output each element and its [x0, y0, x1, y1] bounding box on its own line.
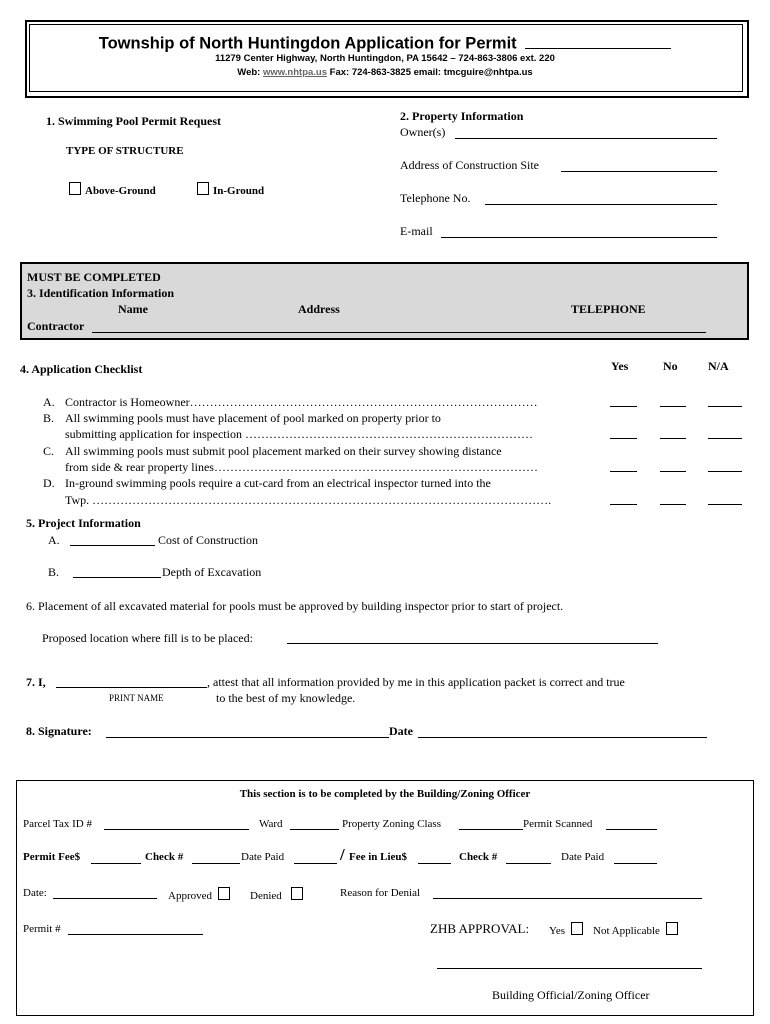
officer-date-field[interactable] — [53, 898, 157, 899]
header-address: 11279 Center Highway, North Huntingdon, PA 15642 – 724-863-3806 ext. 220 — [215, 53, 555, 64]
denied-checkbox[interactable] — [291, 887, 303, 900]
project-b-letter: B. — [48, 565, 60, 579]
fee-in-lieu-field[interactable] — [418, 863, 451, 864]
item-d-text-1: In-ground swimming pools require a cut-card from an electrical inspector turned into the — [65, 476, 491, 490]
in-ground-label: In-Ground — [213, 185, 265, 197]
zhb-yes-option[interactable] — [549, 922, 587, 937]
approved-option[interactable] — [168, 887, 234, 902]
item-d-letter: D. — [43, 476, 55, 490]
item-b-letter: B. — [43, 411, 55, 425]
section5-title: 5. Project Information — [26, 516, 141, 530]
print-name-caption: PRINT NAME — [109, 693, 164, 703]
official-signature-caption: Building Official/Zoning Officer — [492, 988, 650, 1002]
permit-fee-label: Permit Fee$ — [23, 851, 81, 863]
reason-for-denial-label: Reason for Denial — [340, 887, 421, 899]
item-c-na[interactable] — [708, 471, 742, 472]
fill-location-field[interactable] — [287, 643, 658, 644]
col-name-header: Name — [118, 302, 148, 316]
item-b-no[interactable] — [660, 438, 686, 439]
cost-of-construction-field[interactable] — [70, 545, 155, 546]
permit-type-field[interactable] — [525, 31, 671, 49]
reason-for-denial-field[interactable] — [433, 898, 702, 899]
item-c-text-1: All swimming pools must submit pool placement marked on their survey showing distance — [65, 444, 502, 458]
item-d-text-2: Twp. ……………………………………………………………………………………………………. — [65, 493, 552, 507]
item-a-text: Contractor is Homeowner…………………………………………………………………………… — [65, 395, 538, 409]
contractor-label: Contractor — [27, 319, 85, 333]
email-label: E-mail — [400, 224, 433, 238]
item-d-na[interactable] — [708, 504, 742, 505]
item-b-text-2: submitting application for inspection ……………………………………………………………… — [65, 427, 533, 441]
approved-checkbox[interactable] — [218, 887, 230, 900]
section6-text: 6. Placement of all excavated material for pools must be approved by building inspector prior to start of project. — [26, 599, 564, 613]
official-signature-field[interactable] — [437, 968, 702, 969]
form-title-text: Township of North Huntingdon Application for Permit — [98, 34, 517, 53]
col-telephone-header: TELEPHONE — [571, 302, 646, 316]
item-c-letter: C. — [43, 444, 55, 458]
fill-location-label: Proposed location where fill is to be placed: — [42, 631, 253, 645]
in-ground-checkbox[interactable] — [197, 182, 209, 195]
zhb-yes-label: Yes — [549, 925, 566, 937]
zhb-na-checkbox[interactable] — [666, 922, 678, 935]
permit-scanned-field[interactable] — [606, 829, 657, 830]
form-title — [29, 31, 741, 54]
col-yes: Yes — [611, 359, 629, 373]
construction-address-label: Address of Construction Site — [400, 158, 539, 172]
ward-field[interactable] — [290, 829, 339, 830]
attest-text-1: , attest that all information provided by me in this application packet is correct and true — [207, 675, 625, 689]
item-c-no[interactable] — [660, 471, 686, 472]
type-of-structure-label: TYPE OF STRUCTURE — [66, 145, 184, 157]
section4-title: 4. Application Checklist — [20, 362, 143, 376]
must-complete-label: MUST BE COMPLETED — [27, 270, 161, 284]
header-contact — [29, 67, 741, 78]
col-no: No — [663, 359, 678, 373]
signature-date-field[interactable] — [418, 737, 707, 738]
date-paid-2-field[interactable] — [614, 863, 657, 864]
zhb-approval-label: ZHB APPROVAL: — [430, 921, 530, 936]
owner-label: Owner(s) — [400, 125, 446, 139]
web-link[interactable]: www.nhtpa.us — [262, 67, 328, 78]
zhb-na-label: Not Applicable — [593, 925, 660, 937]
email-field[interactable] — [441, 237, 717, 238]
item-a-yes[interactable] — [610, 406, 637, 407]
item-c-yes[interactable] — [610, 471, 637, 472]
check-1-label: Check # — [145, 851, 184, 863]
item-a-letter: A. — [43, 395, 55, 409]
date-paid-1-label: Date Paid — [241, 851, 285, 863]
item-d-yes[interactable] — [610, 504, 637, 505]
item-b-yes[interactable] — [610, 438, 637, 439]
signature-label: 8. Signature: — [26, 724, 92, 738]
fax-email: Fax: 724-863-3825 email: tmcguire@nhtpa.us — [329, 67, 533, 78]
item-b-na[interactable] — [708, 438, 742, 439]
permit-scanned-label: Permit Scanned — [523, 818, 593, 830]
parcel-field[interactable] — [104, 829, 249, 830]
item-c-text-2: from side & rear property lines……………………………………………………………………… — [65, 460, 538, 474]
permit-number-label: Permit # — [23, 923, 61, 935]
approved-label: Approved — [168, 890, 212, 902]
project-a-letter: A. — [48, 533, 60, 547]
officer-date-label: Date: — [23, 887, 47, 899]
zoning-class-label: Property Zoning Class — [342, 818, 441, 830]
signature-field[interactable] — [106, 737, 389, 738]
section2-title: 2. Property Information — [400, 109, 524, 123]
col-na: N/A — [708, 359, 729, 373]
web-label: Web: — [237, 67, 261, 78]
check-2-field[interactable] — [506, 863, 551, 864]
parcel-label: Parcel Tax ID # — [23, 818, 92, 830]
col-address-header: Address — [298, 302, 340, 316]
denied-option[interactable] — [250, 887, 307, 902]
date-paid-2-label: Date Paid — [561, 851, 605, 863]
contractor-field[interactable] — [92, 332, 706, 333]
above-ground-option[interactable] — [69, 182, 156, 197]
zhb-na-option[interactable] — [593, 922, 682, 937]
section7-prefix: 7. I, — [26, 675, 46, 689]
fee-in-lieu-label: Fee in Lieu$ — [349, 851, 408, 863]
in-ground-option[interactable] — [197, 182, 264, 197]
denied-label: Denied — [250, 890, 282, 902]
above-ground-label: Above-Ground — [85, 185, 156, 197]
section1-title: 1. Swimming Pool Permit Request — [46, 114, 221, 128]
permit-number-field[interactable] — [68, 934, 203, 935]
item-d-no[interactable] — [660, 504, 686, 505]
owner-field[interactable] — [455, 138, 717, 139]
fee-divider-slash: / — [340, 845, 345, 864]
telephone-label: Telephone No. — [400, 191, 471, 205]
telephone-field[interactable] — [485, 204, 717, 205]
section3-title: 3. Identification Information — [27, 286, 174, 300]
date-label: Date — [389, 724, 413, 738]
date-paid-1-field[interactable] — [294, 863, 337, 864]
ward-label: Ward — [259, 818, 283, 830]
item-a-no[interactable] — [660, 406, 686, 407]
construction-address-field[interactable] — [561, 171, 717, 172]
item-b-text-1: All swimming pools must have placement of pool marked on property prior to — [65, 411, 441, 425]
permit-fee-field[interactable] — [91, 863, 141, 864]
zoning-class-field[interactable] — [459, 829, 523, 830]
cost-of-construction-label: Cost of Construction — [158, 533, 259, 547]
print-name-field[interactable] — [56, 687, 207, 688]
check-2-label: Check # — [459, 851, 498, 863]
depth-of-excavation-field[interactable] — [73, 577, 161, 578]
check-1-field[interactable] — [192, 863, 240, 864]
attest-text-2: to the best of my knowledge. — [216, 691, 356, 705]
depth-of-excavation-label: Depth of Excavation — [162, 565, 262, 579]
item-a-na[interactable] — [708, 406, 742, 407]
above-ground-checkbox[interactable] — [69, 182, 81, 195]
officer-heading: This section is to be completed by the Building/Zoning Officer — [239, 788, 531, 800]
zhb-yes-checkbox[interactable] — [571, 922, 583, 935]
